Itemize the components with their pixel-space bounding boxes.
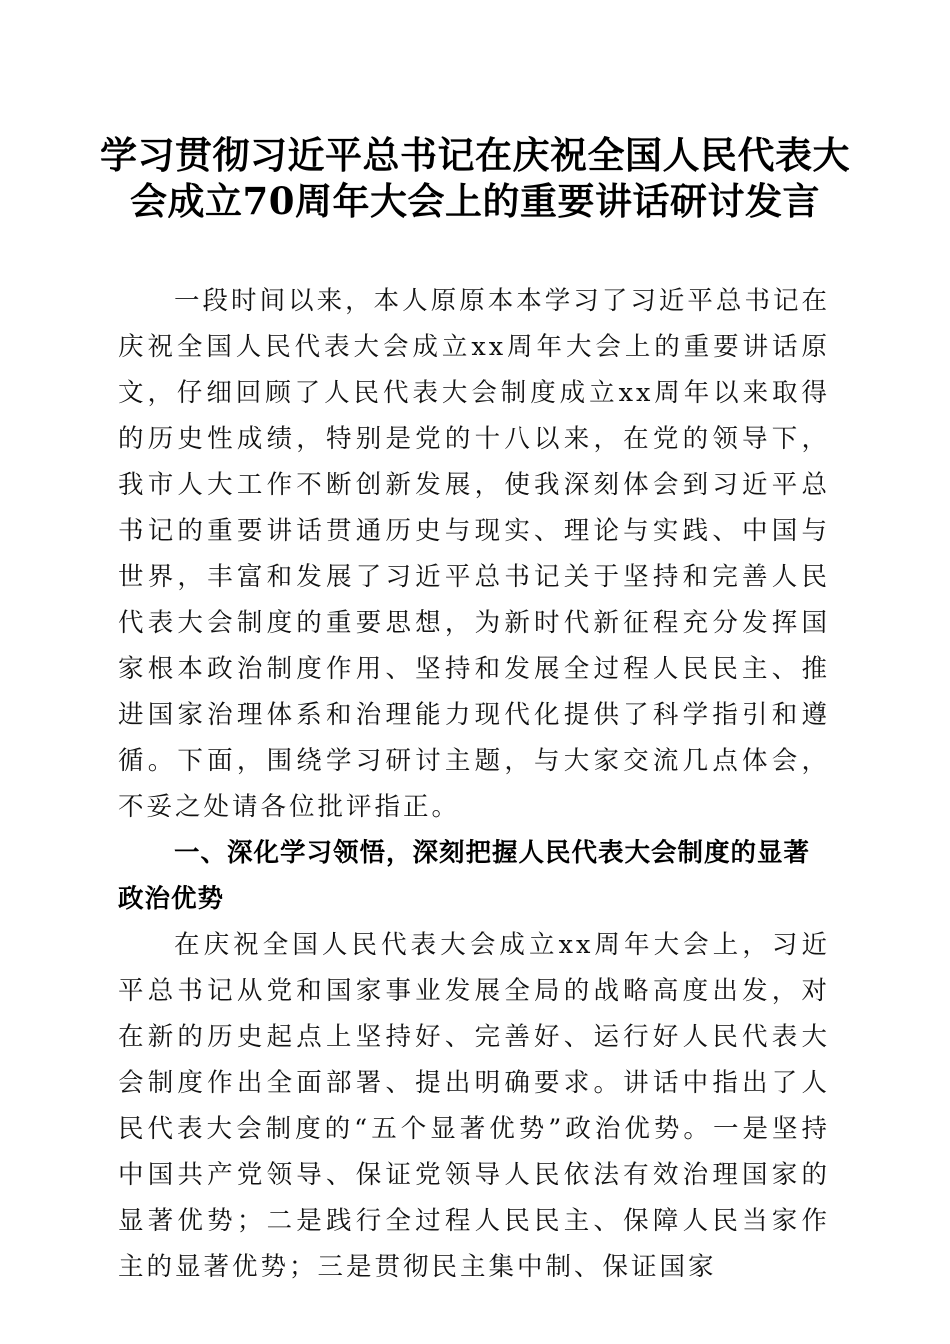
document-title — [100, 132, 850, 224]
section-1-paragraph: 在庆祝全国人民代表大会成立xx周年大会上，习近平总书记从党和国家事业发展全局的战略高度出发，对在新的历史起点上坚持好、完善好、运行好人民代表大会制度作出全面部署、提出明确要求。讲话中指出了人民代表大会制度的“五个显著优势”政治优势。一是坚持中国共产党领导、保证党领导人民依法有效治理国家的显著优势；二是践行全过程人民民主、保障人民当家作主的显著优势；三是贯彻民主集中制、保证国家 — [118, 930, 830, 1282]
section-heading-1: 一、深化学习领悟，深刻把握人民代表大会制度的显著政治优势 — [118, 838, 811, 914]
intro-paragraph: 一段时间以来，本人原原本本学习了习近平总书记在庆祝全国人民代表大会成立xx周年大会上的重要讲话原文，仔细回顾了人民代表大会制度成立xx周年以来取得的历史性成绩，特别是党的十八以来，在党的领导下，我市人大工作不断创新发展，使我深刻体会到习近平总书记的重要讲话贯通历史与现实、理论与实践、中国与世界，丰富和发展了习近平总书记关于坚持和完善人民代表大会制度的重要思想，为新时代新征程充分发挥国家根本政治制度作用、坚持和发展全过程人民民主、推进国家治理体系和治理能力现代化提供了科学指引和遵循。下面，围绕学习研讨主题，与大家交流几点体会，不妥之处请各位批评指正。 — [118, 286, 830, 822]
title-line-1: 学习贯彻习近平总书记在庆祝全国人民代表大 — [100, 133, 850, 177]
document-body — [118, 278, 830, 1290]
title-line-2: 会成立70周年大会上的重要讲话研讨发言 — [130, 179, 820, 223]
